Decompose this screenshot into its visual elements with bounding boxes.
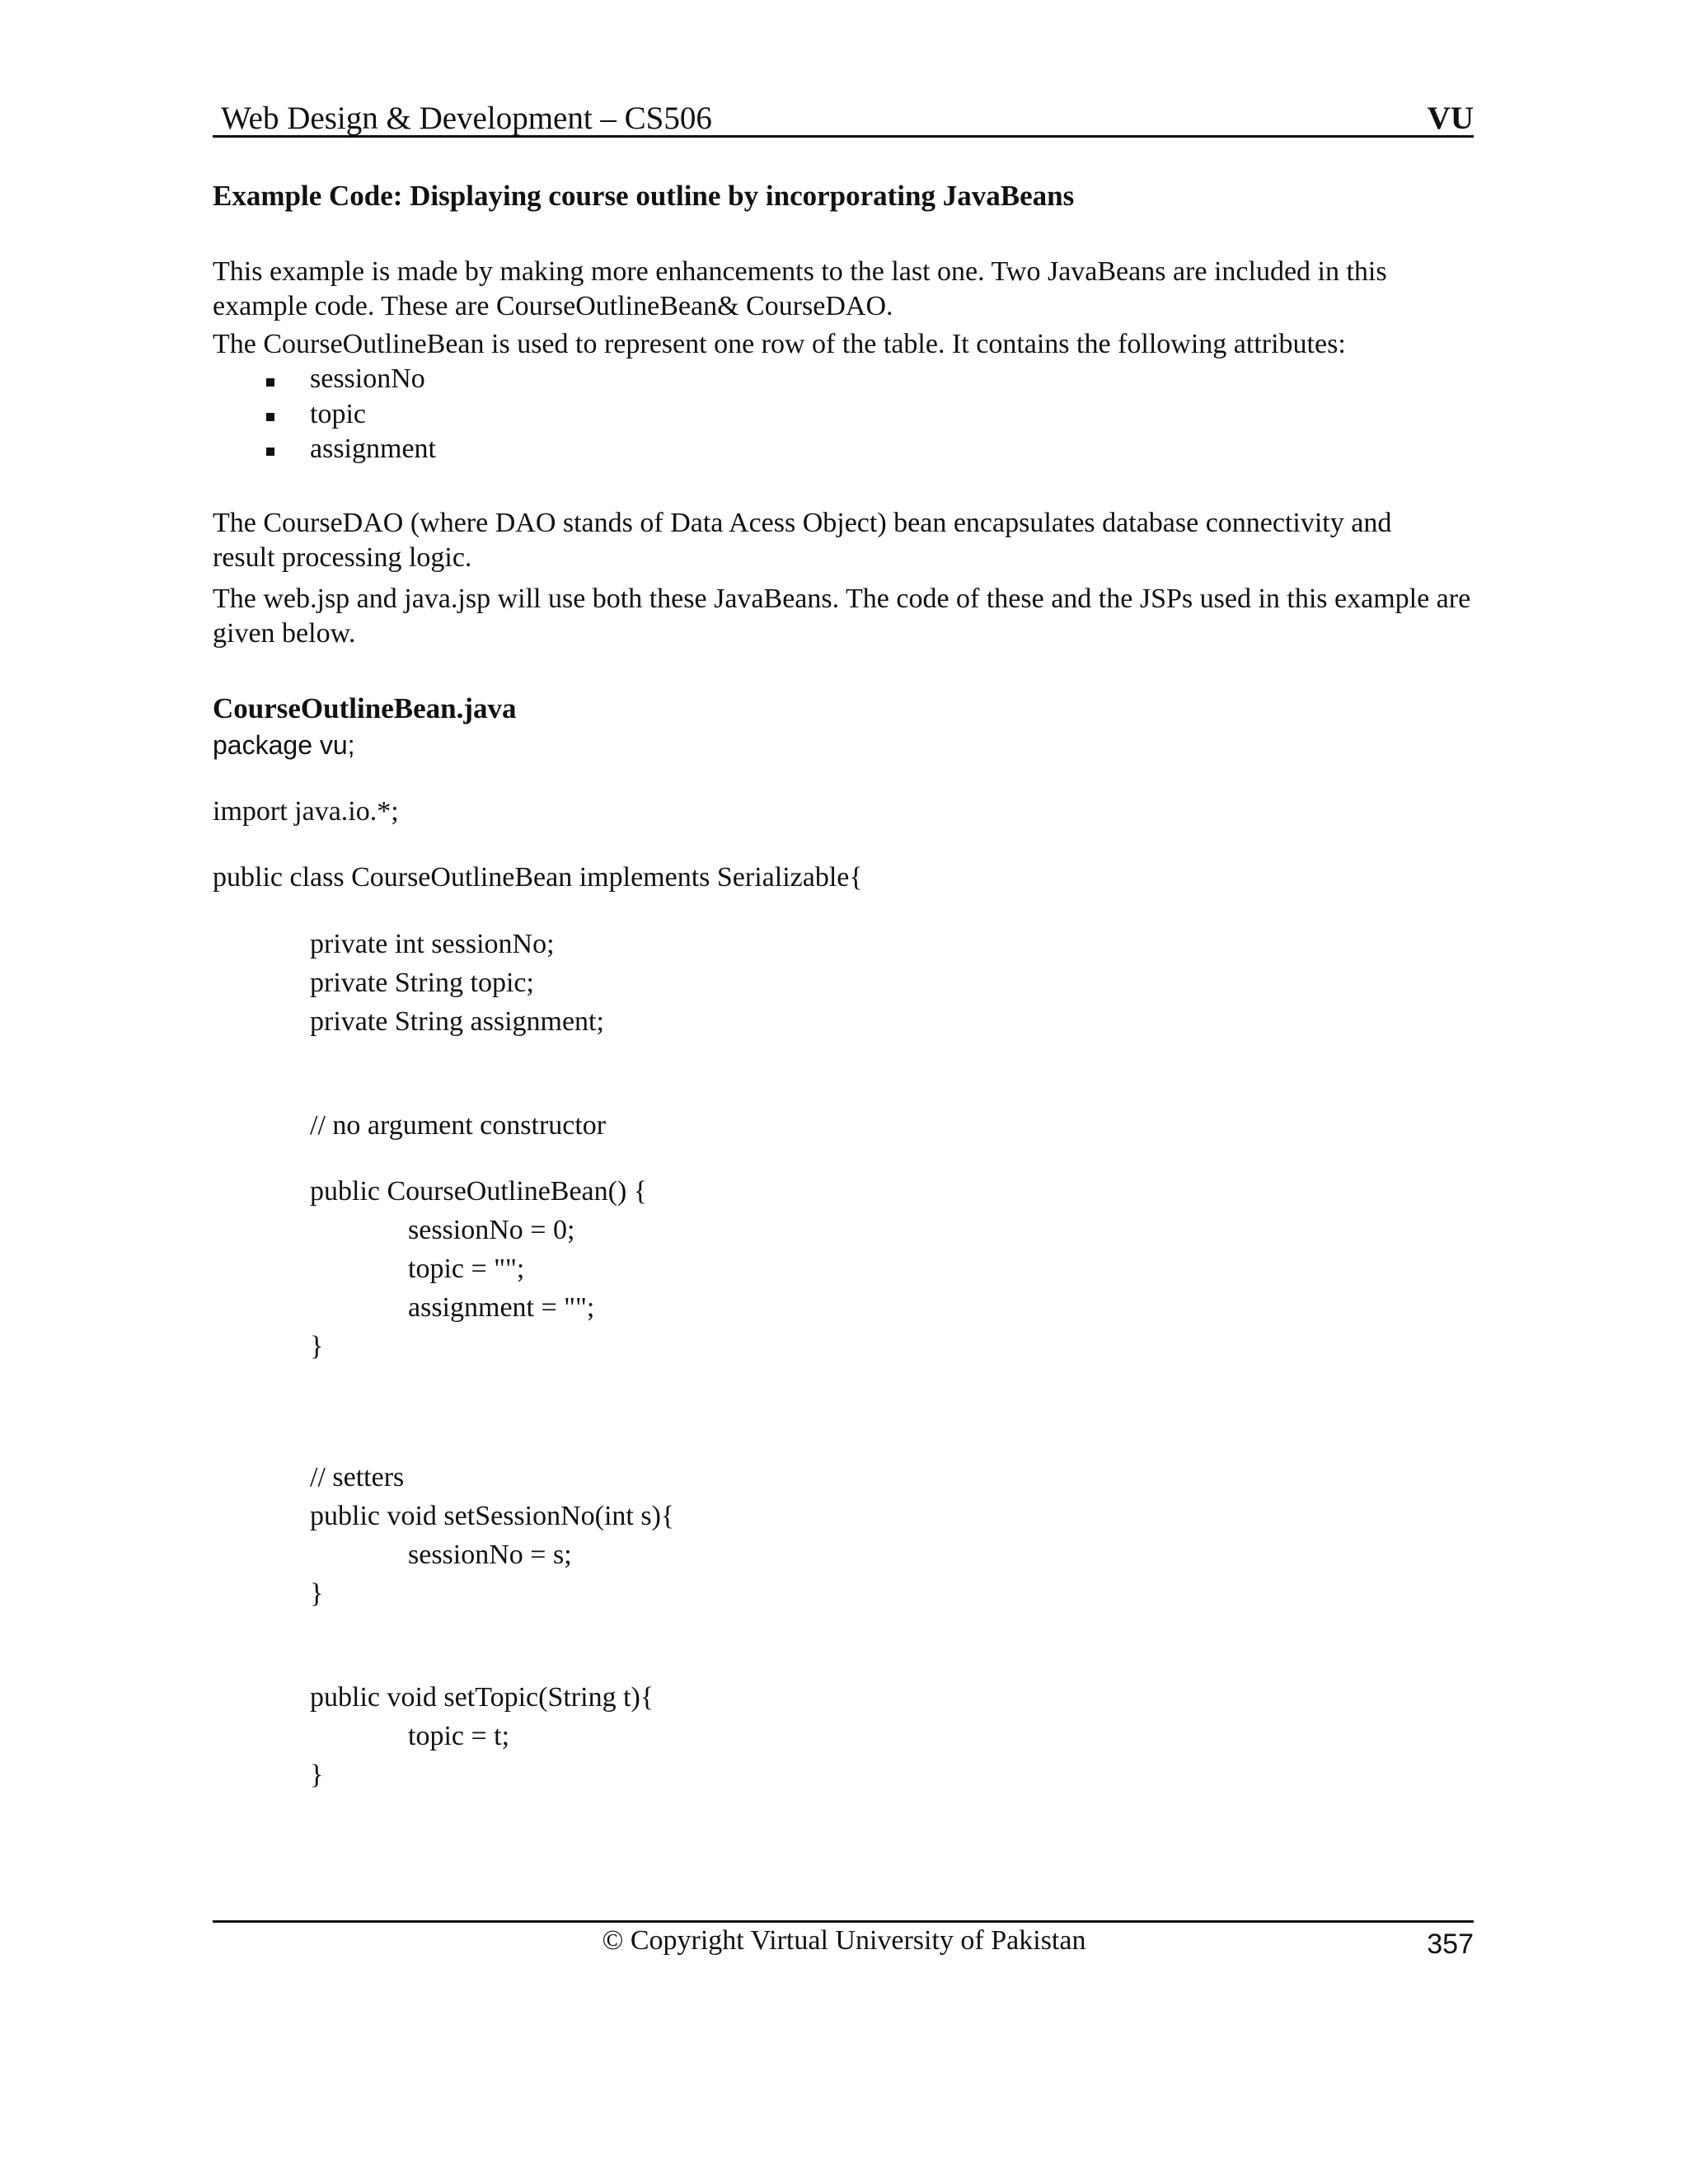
intro-line-2: example code. These are CourseOutlineBean& CourseDAO. [213, 291, 893, 321]
footer-copyright: © Copyright Virtual University of Pakistan [602, 1925, 1086, 1956]
code-field: private String topic; [310, 968, 534, 998]
jsp-line-2: given below. [213, 618, 356, 649]
code-comment: // setters [310, 1462, 405, 1493]
dao-line-2: result processing logic. [213, 542, 472, 573]
code-filename: CourseOutlineBean.java [213, 692, 517, 724]
code-statement: topic = t; [408, 1721, 510, 1751]
bullet-icon [266, 378, 274, 387]
intro-attributes-sentence: The CourseOutlineBean is used to represent one row of the table. It contains the following attributes: [213, 329, 1346, 359]
code-statement: sessionNo = s; [408, 1540, 572, 1570]
code-close-brace: } [310, 1331, 324, 1361]
footer-divider [213, 1920, 1474, 1923]
bullet-item: sessionNo [310, 363, 425, 394]
code-class-declaration: public class CourseOutlineBean implements Serializable{ [213, 862, 863, 893]
header-logo-text: VU [1427, 101, 1474, 136]
bullet-item: assignment [310, 434, 436, 464]
code-import: import java.io.*; [213, 796, 399, 827]
code-method-declaration: public void setTopic(String t){ [310, 1682, 654, 1713]
bullet-icon [266, 413, 274, 421]
code-statement: topic = ""; [408, 1254, 525, 1284]
code-field: private int sessionNo; [310, 929, 555, 959]
dao-line-1: The CourseDAO (where DAO stands of Data Acess Object) bean encapsulates database connectivity and [213, 508, 1392, 538]
code-close-brace: } [310, 1578, 324, 1609]
header-title: Web Design & Development – CS506 [221, 101, 712, 136]
code-statement: sessionNo = 0; [408, 1215, 575, 1245]
code-constructor-declaration: public CourseOutlineBean() { [310, 1176, 648, 1207]
intro-line-1: This example is made by making more enhancements to the last one. Two JavaBeans are included in this [213, 256, 1387, 287]
code-comment: // no argument constructor [310, 1110, 607, 1141]
code-statement: assignment = ""; [408, 1292, 595, 1323]
bullet-item: topic [310, 399, 366, 429]
section-title: Example Code: Displaying course outline by incorporating JavaBeans [213, 180, 1075, 212]
code-method-declaration: public void setSessionNo(int s){ [310, 1501, 675, 1531]
page-number: 357 [1427, 1929, 1474, 1960]
code-close-brace: } [310, 1760, 324, 1790]
page-header [213, 97, 1474, 138]
code-package: package vu; [213, 730, 355, 760]
bullet-icon [266, 448, 274, 456]
code-field: private String assignment; [310, 1006, 604, 1037]
jsp-line-1: The web.jsp and java.jsp will use both these JavaBeans. The code of these and the JSPs used in this example are [213, 583, 1471, 614]
